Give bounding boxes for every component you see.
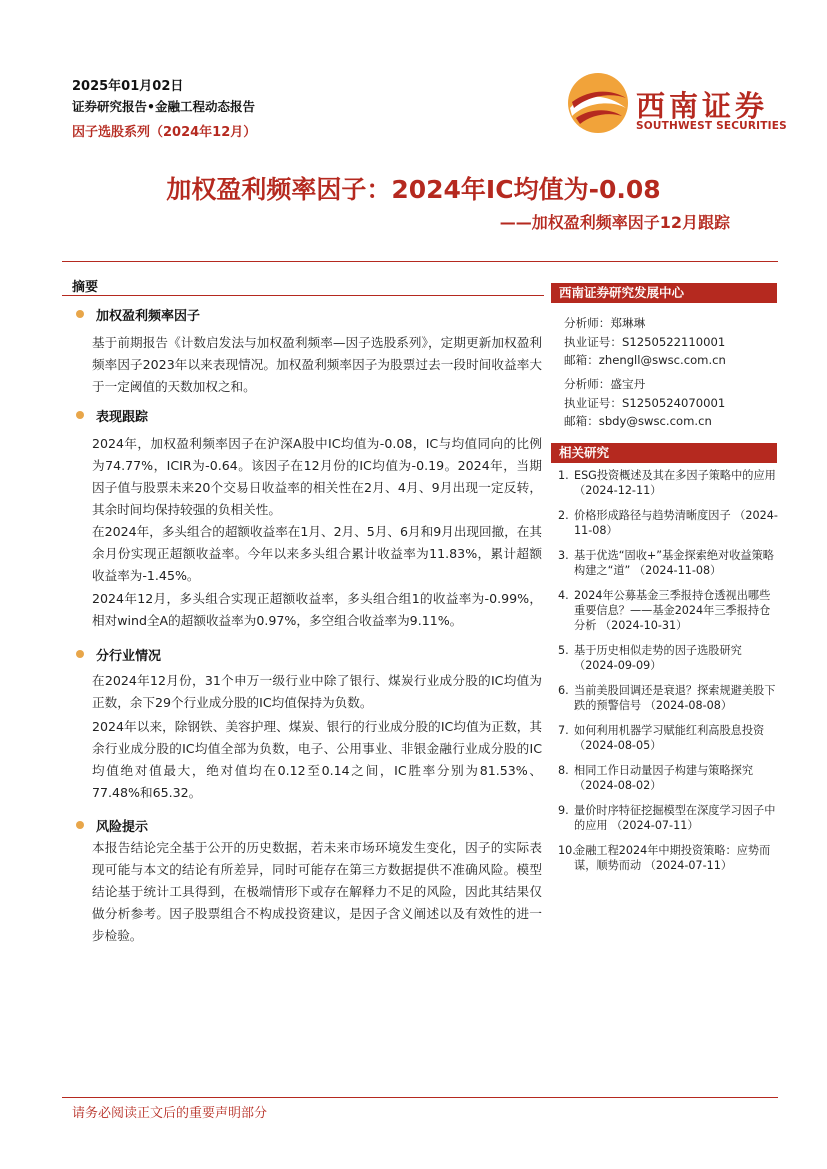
title-divider [62,261,778,262]
report-date: 2025年01月02日 [72,79,184,94]
report-series: 因子选股系列（2024年12月） [72,125,257,140]
report-subtitle: ——加权盈利频率因子12月跟踪 [499,213,730,232]
section-title: 分行业情况 [96,649,162,664]
item-number: 3. [558,549,569,562]
logo-name-cn: 西南证券 [636,89,769,123]
analyst-name: 分析师：郑琳琳 [564,316,646,330]
related-research-link[interactable]: 金融工程2024年中期投资策略：应势而谋，顺势而动 （2024-07-11） [574,844,771,872]
item-number: 4. [558,589,569,602]
related-research-list [556,468,780,883]
related-research-link[interactable]: 价格形成路径与趋势清晰度因子 （2024-11-08） [574,509,778,537]
footer-disclaimer: 请务必阅读正文后的重要声明部分 [72,1106,268,1121]
related-research-link[interactable]: 相同工作日动量因子构建与策略探究 （2024-08-02） [574,764,754,792]
related-research-item[interactable] [556,803,780,833]
section-bullet-icon [76,650,84,658]
item-number: 6. [558,684,569,697]
related-research-item[interactable] [556,843,780,873]
item-number: 8. [558,764,569,777]
section-paragraph: 2024年以来，除钢铁、美容护理、煤炭、银行的行业成分股的IC均值为正数，其余行业成分股的IC均值全部为负数，电子、公用事业、非银金融行业成分股的IC均值绝对值最大，绝对值均在0.12至0.14之间，IC胜率分别为81.53%、77.48%和65.32。 [92,719,542,800]
analyst-name: 分析师：盛宝丹 [564,377,646,391]
analyst-license: 执业证号：S1250522110001 [564,335,726,349]
section-paragraph: 在2024年，多头组合的超额收益率在1月、2月、5月、6月和9月出现回撤，在其余月份实现正超额收益率。今年以来多头组合累计收益率为11.83%，累计超额收益率为-1.45%。 [92,524,542,583]
section-title: 表现跟踪 [96,410,149,425]
logo-name-en: SOUTHWEST SECURITIES [636,120,787,132]
section-bullet-icon [76,821,84,829]
related-research-item[interactable] [556,643,780,673]
research-center-header: 西南证券研究发展中心 [551,283,777,303]
section-paragraph: 本报告结论完全基于公开的历史数据，若未来市场环境发生变化，因子的实际表现可能与本文的结论有所差异，同时可能存在第三方数据提供不准确风险。模型结论基于统计工具得到，在极端情形下或存在解释力不足的风险，因此其结果仅做分析参考。因子股票组合不构成投资建议，是因子含义阐述以及有效性的进一步检验。 [92,840,542,943]
item-number: 10. [558,844,576,857]
logo-emblem-icon [566,72,630,134]
section-title: 加权盈利频率因子 [96,309,201,324]
related-research-link[interactable]: 基于历史相似走势的因子选股研究 （2024-09-09） [574,644,742,672]
item-number: 9. [558,804,569,817]
related-research-item[interactable] [556,763,780,793]
related-research-item[interactable] [556,723,780,753]
related-research-header: 相关研究 [551,443,777,463]
section-paragraph: 基于前期报告《计数启发法与加权盈利频率—因子选股系列》，定期更新加权盈利频率因子2023年以来表现情况。加权盈利频率因子为股票过去一段时间收益率大于一定阈值的天数加权之和。 [92,335,542,394]
related-research-link[interactable]: 2024年公募基金三季报持仓透视出哪些重要信息？——基金2024年三季报持仓分析 （2024-10-31） [574,589,771,632]
section-bullet-icon [76,310,84,318]
section-bullet-icon [76,411,84,419]
section-paragraph: 2024年，加权盈利频率因子在沪深A股中IC均值为-0.08，IC与均值同向的比例为74.77%，ICIR为-0.64。该因子在12月份的IC均值为-0.19。2024年，当期因子值与股票未来20个交易日收益率的相关性在2月、4月、9月出现一定反转，其余时间均保持较强的负相关性。 [92,436,542,517]
analyst-email[interactable]: 邮箱：zhengll@swsc.com.cn [564,353,726,367]
footer-divider [62,1097,778,1098]
related-research-item[interactable] [556,468,780,498]
analyst-license: 执业证号：S1250524070001 [564,396,726,410]
related-research-link[interactable]: 量价时序特征挖掘模型在深度学习因子中的应用 （2024-07-11） [574,804,776,832]
section-paragraph: 在2024年12月份，31个申万一级行业中除了银行、煤炭行业成分股的IC均值为正数，余下29个行业成分股的IC均值保持为负数。 [92,673,542,710]
report-type: 证券研究报告•金融工程动态报告 [72,99,255,114]
related-research-link[interactable]: 如何利用机器学习赋能红利高股息投资 （2024-08-05） [574,724,765,752]
related-research-item[interactable] [556,683,780,713]
item-number: 7. [558,724,569,737]
section-paragraph: 2024年12月，多头组合实现正超额收益率，多头组合组1的收益率为-0.99%，相对wind全A的超额收益率为0.97%，多空组合收益率为9.11%。 [92,591,542,628]
related-research-item[interactable] [556,548,780,578]
abstract-divider [62,295,544,296]
section-title: 风险提示 [96,820,149,835]
related-research-link[interactable]: 基于优选“固收+”基金探索绝对收益策略构建之“道” （2024-11-08） [574,549,774,577]
item-number: 5. [558,644,569,657]
related-research-item[interactable] [556,588,780,633]
related-research-item[interactable] [556,508,780,538]
analyst-email[interactable]: 邮箱：sbdy@swsc.com.cn [564,414,712,428]
report-title: 加权盈利频率因子：2024年IC均值为-0.08 [166,175,661,204]
related-research-link[interactable]: ESG投资概述及其在多因子策略中的应用 （2024-12-11） [574,469,776,497]
item-number: 1. [558,469,569,482]
abstract-heading: 摘要 [72,280,99,295]
related-research-link[interactable]: 当前美股回调还是衰退？探索规避美股下跌的预警信号 （2024-08-08） [574,684,776,712]
item-number: 2. [558,509,569,522]
